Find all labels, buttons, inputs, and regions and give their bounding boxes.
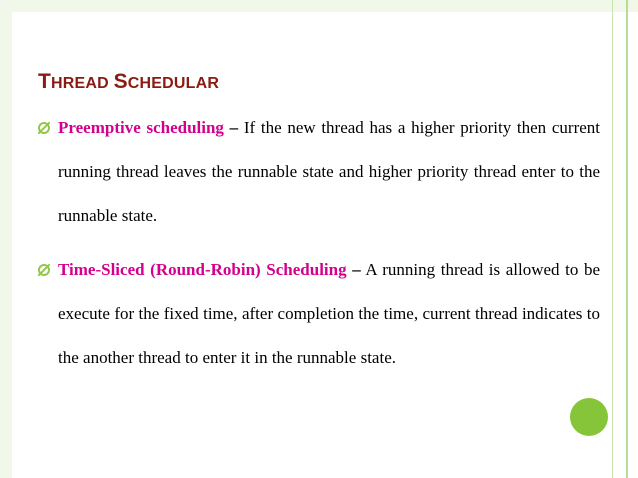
slide-frame-right-line bbox=[612, 0, 613, 478]
bullet-item-time-sliced bbox=[58, 248, 600, 380]
bullet-text: If the new thread has a higher priority then current running thread leaves the runnable state and higher priority thread enter to the runnable state. bbox=[58, 118, 601, 225]
title-initial: T bbox=[38, 70, 52, 93]
slide-title bbox=[38, 70, 219, 94]
slide-frame-right-border bbox=[626, 0, 628, 478]
green-circle-decoration bbox=[570, 398, 608, 436]
bullet-term: Preemptive scheduling bbox=[58, 118, 224, 137]
bullet-text: A running thread is allowed to be execute for the fixed time, after completion the time, current thread indicates to the another thread to enter it in the runnable state. bbox=[58, 260, 600, 367]
bullet-term: Time-Sliced (Round-Robin) Scheduling bbox=[58, 260, 347, 279]
bullet-item-preemptive bbox=[58, 106, 600, 238]
bullet-separator: – bbox=[352, 260, 361, 279]
title-initial: S bbox=[113, 70, 128, 93]
circle-slash-bullet-icon bbox=[38, 122, 50, 134]
circle-slash-bullet-icon bbox=[38, 264, 50, 276]
bullet-separator: – bbox=[229, 118, 239, 137]
title-word-rest: CHEDULAR bbox=[127, 75, 220, 92]
slide-frame-left bbox=[0, 0, 12, 478]
title-word-rest: HREAD bbox=[51, 75, 109, 92]
slide-frame-top bbox=[0, 0, 638, 12]
